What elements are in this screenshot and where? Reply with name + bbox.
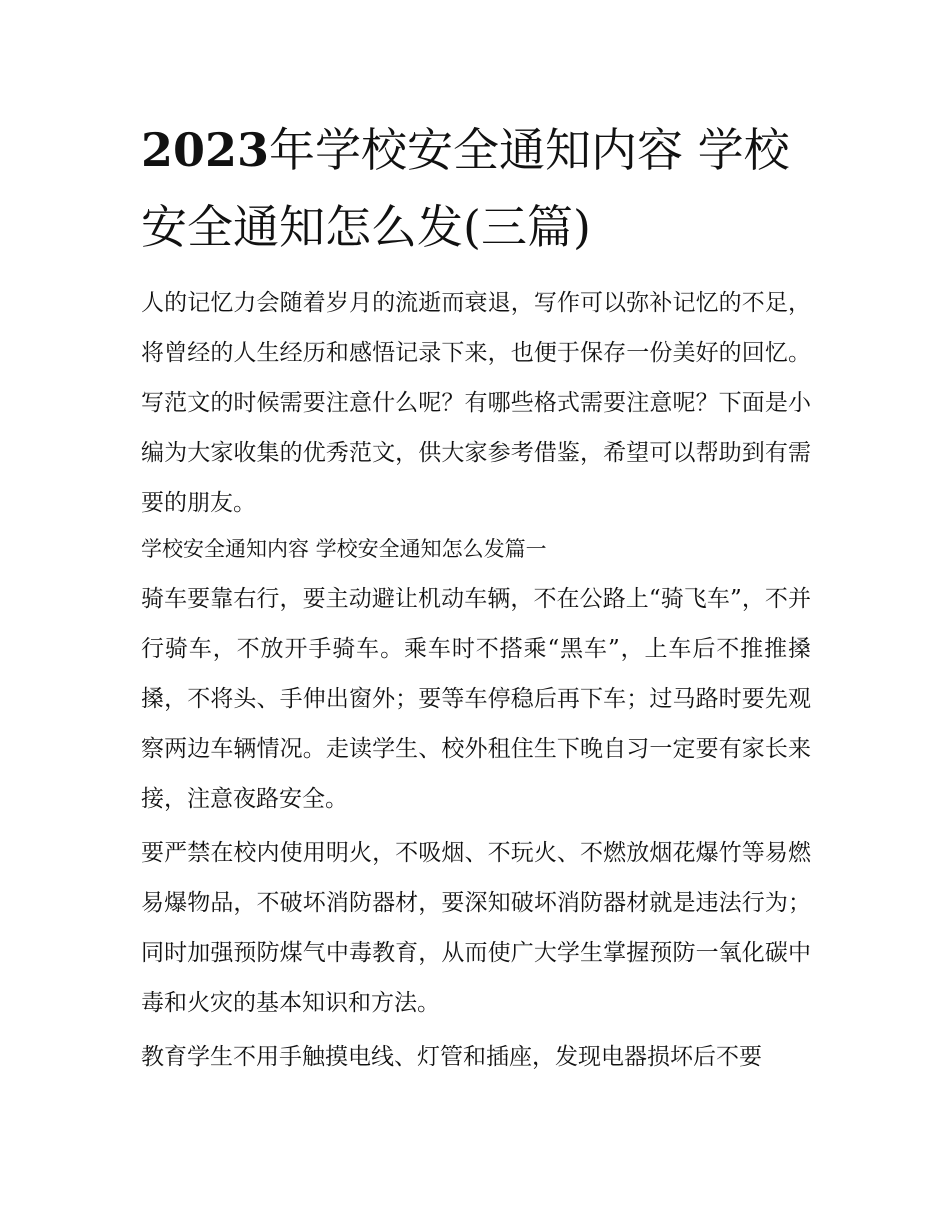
title-text: 年学校安全通知内容 学校安全通知怎么发(三篇): [141, 123, 790, 254]
body-paragraph-2: 要严禁在校内使用明火，不吸烟、不玩火、不燃放烟花爆竹等易燃易爆物品，不破坏消防器材，要深知破坏消防器材就是违法行为；同时加强预防煤气中毒教育，从而使广大学生掌握预防一氧化碳中毒和火灾的基本知识和方法。: [141, 840, 811, 1016]
section-heading: 学校安全通知内容 学校安全通知怎么发篇一: [141, 537, 547, 561]
document-page: [141, 112, 811, 1082]
title-year: 2023: [141, 123, 270, 177]
document-title: [141, 112, 811, 266]
intro-paragraph: 人的记忆力会随着岁月的流逝而衰退，写作可以弥补记忆的不足，将曾经的人生经历和感悟记录下来，也便于保存一份美好的回忆。写范文的时候需要注意什么呢？有哪些格式需要注意呢？下面是小编为大家收集的优秀范文，供大家参考借鉴，希望可以帮助到有需要的朋友。: [141, 290, 811, 516]
body-paragraph-3: 教育学生不用手触摸电线、灯管和插座，发现电器损坏后不要: [141, 1044, 762, 1070]
body-paragraph-1: 骑车要靠右行，要主动避让机动车辆，不在公路上“骑飞车”，不并行骑车，不放开手骑车。乘车时不搭乘“黑车”，上车后不推推搡搡，不将头、手伸出窗外；要等车停稳后再下车；过马路时要先观察两边车辆情况。走读学生、校外租住生下晚自习一定要有家长来接，注意夜路安全。: [141, 586, 811, 812]
